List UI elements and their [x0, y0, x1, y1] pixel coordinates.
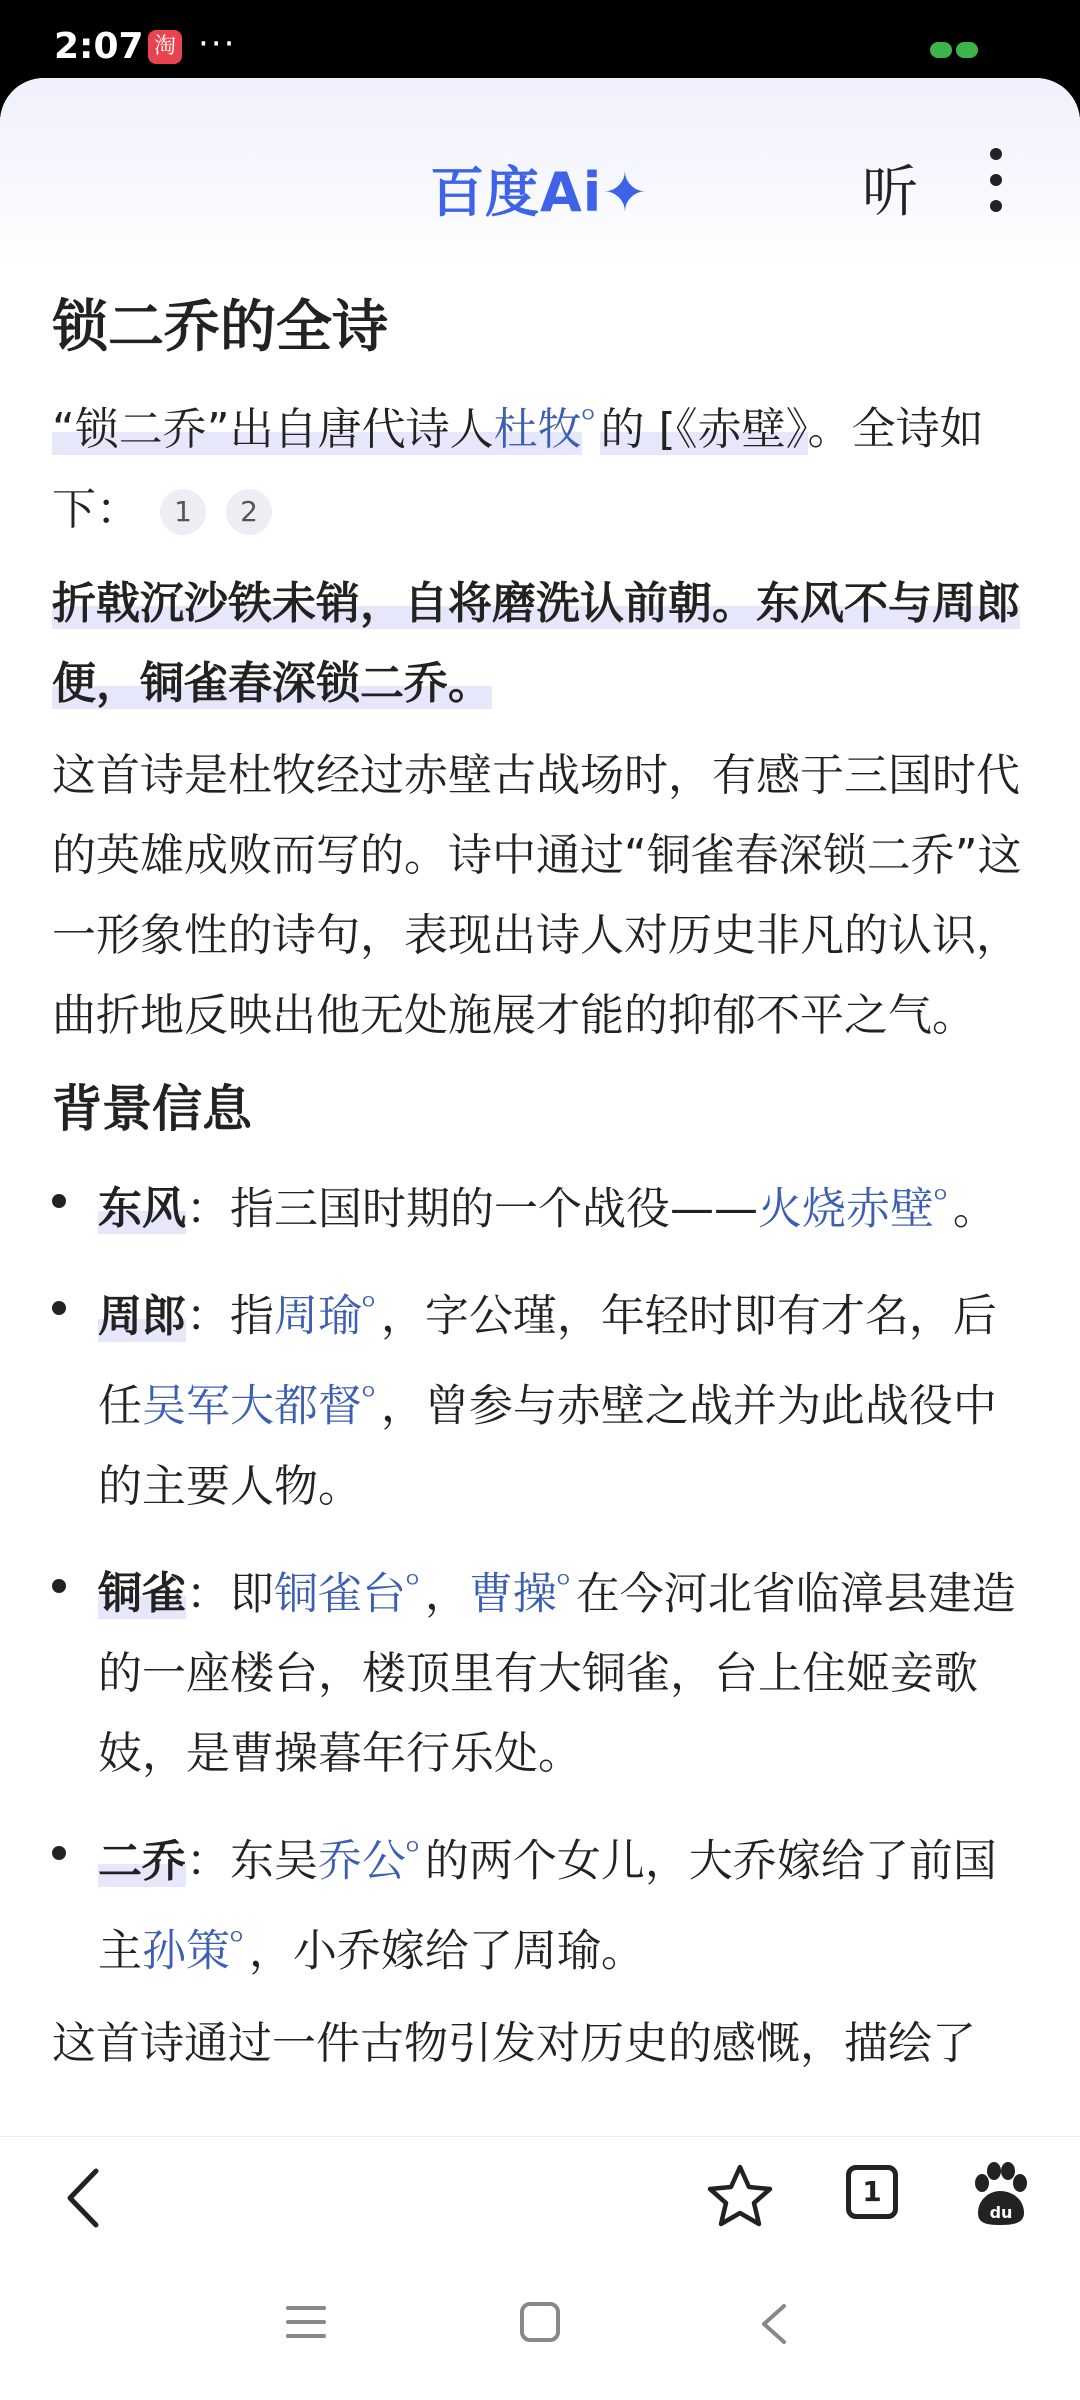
recents-menu-icon[interactable]	[284, 2302, 328, 2342]
intro-paragraph	[52, 380, 1036, 550]
search-icon: ᴼ	[362, 1381, 375, 1412]
listen-button[interactable]: 听	[862, 160, 918, 225]
author-link[interactable]: 杜牧	[493, 403, 582, 455]
citation-1[interactable]: 1	[160, 489, 206, 535]
search-icon: ᴼ	[362, 1292, 375, 1323]
item-text: ，曾参与赤壁之战并为此战役中的主要人物。	[98, 1380, 997, 1512]
item-text: 的两个女儿，大乔嫁给了前国主	[98, 1835, 997, 1977]
article	[52, 288, 1036, 2084]
list-item	[52, 1267, 1036, 1526]
search-icon: ᴼ	[581, 405, 595, 435]
status-bar	[0, 0, 1080, 80]
system-back-icon[interactable]	[756, 2300, 792, 2348]
citation-2[interactable]: 2	[226, 489, 272, 535]
search-link[interactable]: 周瑜	[274, 1290, 362, 1342]
search-icon: ᴼ	[934, 1184, 947, 1215]
browser-toolbar	[0, 2136, 1080, 2257]
item-text: ：指	[186, 1290, 274, 1342]
more-menu-icon[interactable]	[986, 148, 1006, 214]
baidu-ai-logo: 百度Ai✦	[430, 161, 649, 224]
term: 东风	[98, 1183, 186, 1235]
analysis-paragraph: 这首诗是杜牧经过赤壁古战场时，有感于三国时代的英雄成败而写的。诗中通过“铜雀春深锁二乔”这一形象性的诗句，表现出诗人对历史非凡的认识，曲折地反映出他无处施展才能的抑郁不平之气。	[52, 749, 1022, 1041]
search-icon: ᴼ	[406, 1569, 419, 1600]
item-text: ：即	[186, 1568, 274, 1620]
search-link[interactable]: 孙策	[142, 1925, 230, 1977]
search-link[interactable]: 吴军大都督	[142, 1380, 362, 1432]
poem-text	[52, 564, 1036, 724]
search-icon: ᴼ	[230, 1926, 243, 1957]
search-link[interactable]: 乔公	[318, 1835, 406, 1887]
closing-paragraph: 这首诗通过一件古物引发对历史的感慨，描绘了	[52, 2017, 976, 2069]
system-nav-bar	[0, 2256, 1080, 2400]
list-item	[52, 1545, 1036, 1795]
term: 铜雀	[98, 1568, 186, 1620]
item-text: 在今河北省临漳县建造的一座楼台，楼顶里有大铜雀，台上住姬妾歌妓，是曹操暮年行乐处。	[98, 1568, 1016, 1780]
taobao-app-icon: 淘	[148, 30, 182, 64]
intro-text-3: 。全诗如下：	[52, 403, 984, 535]
status-time: 2:07	[54, 26, 144, 67]
search-link[interactable]: 曹操	[468, 1568, 557, 1620]
term: 二乔	[98, 1835, 186, 1887]
item-text: ：指三国时期的一个战役——	[186, 1183, 758, 1235]
item-text: ，小乔嫁给了周瑜。	[248, 1925, 645, 1977]
search-icon: ᴼ	[556, 1569, 570, 1600]
star-icon[interactable]	[706, 2163, 774, 2229]
item-text: ，	[424, 1568, 469, 1620]
intro-text-2: 的 [《赤壁》	[600, 403, 808, 455]
background-list	[52, 1160, 1036, 1992]
header	[0, 78, 1080, 268]
list-item	[52, 1160, 1036, 1250]
search-link[interactable]: 铜雀台	[274, 1568, 406, 1620]
svg-text:du: du	[989, 2203, 1013, 2222]
status-more-indicator: ···	[198, 24, 237, 64]
baidu-paw-icon[interactable]	[968, 2161, 1032, 2229]
section-heading: 背景信息	[52, 1079, 252, 1138]
item-text: ，字公瑾，年轻时即有才名，后任	[98, 1290, 997, 1432]
battery-icon	[930, 42, 978, 58]
intro-text: “锁二乔”出自唐代诗人	[52, 403, 494, 455]
back-icon[interactable]	[58, 2163, 108, 2233]
home-icon[interactable]	[518, 2300, 562, 2344]
search-link[interactable]: 火烧赤壁	[758, 1183, 934, 1235]
item-text: 。	[952, 1183, 997, 1235]
item-text: ：东吴	[186, 1835, 318, 1887]
page-title: 锁二乔的全诗	[52, 295, 388, 360]
tabs-count-button[interactable]: 1	[846, 2165, 898, 2219]
term: 周郎	[98, 1290, 186, 1342]
search-icon: ᴼ	[406, 1837, 419, 1868]
list-item	[52, 1812, 1036, 1991]
poem-line: 折戟沉沙铁未销，自将磨洗认前朝。东风不与周郎便，铜雀春深锁二乔。	[52, 577, 1020, 709]
browser-sheet	[0, 78, 1080, 2400]
